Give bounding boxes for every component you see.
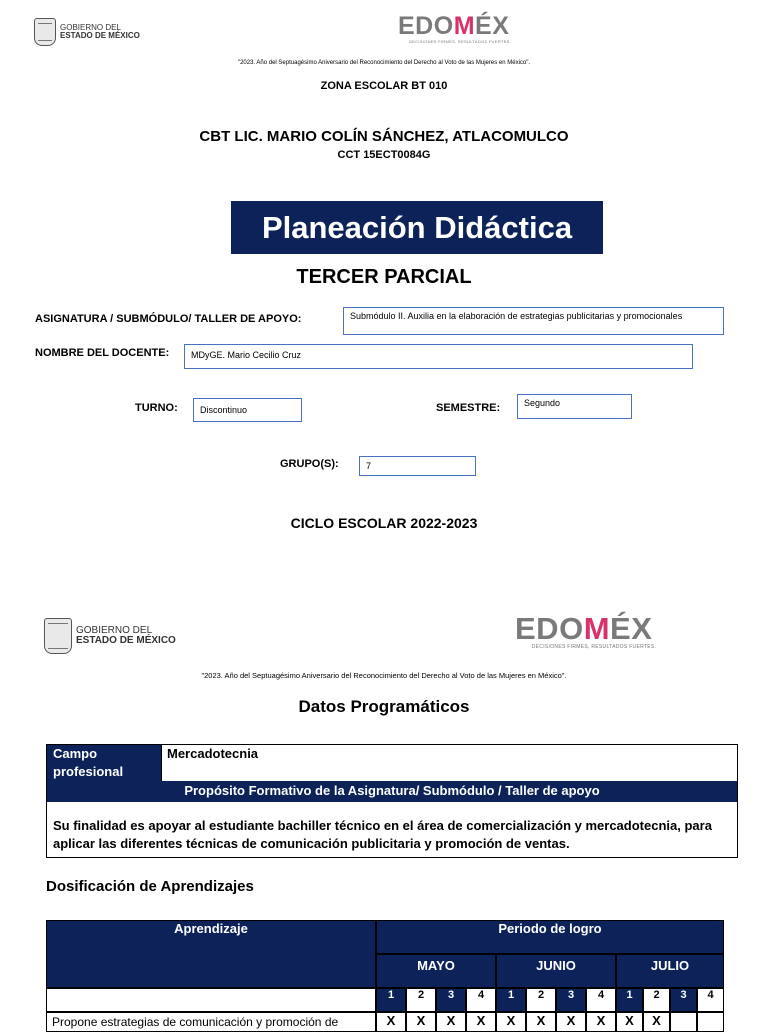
week-cell: 3 xyxy=(556,988,586,1012)
grupo-field[interactable]: 7 xyxy=(359,456,476,476)
month-mayo: MAYO xyxy=(376,954,496,988)
mark-cell: X xyxy=(436,1012,466,1032)
mark-cell: X xyxy=(466,1012,496,1032)
mark-cell: X xyxy=(616,1012,643,1032)
month-junio: JUNIO xyxy=(496,954,616,988)
week-cell: 4 xyxy=(466,988,496,1012)
week-cell: 4 xyxy=(586,988,616,1012)
week-cell: 1 xyxy=(376,988,406,1012)
ciclo-escolar: CICLO ESCOLAR 2022-2023 xyxy=(290,515,478,531)
week-cell: 2 xyxy=(526,988,556,1012)
campo-value: Mercadotecnia xyxy=(161,745,737,781)
week-cell: 3 xyxy=(670,988,697,1012)
gobierno-logo-2 xyxy=(44,618,176,654)
mark-cell: X xyxy=(406,1012,436,1032)
semestre-label: SEMESTRE: xyxy=(436,402,501,414)
gobierno-logo xyxy=(34,18,140,46)
edomex-logo-2: EDOMÉX DECISIONES FIRMES, RESULTADOS FUERTES. xyxy=(515,611,657,650)
turno-label: TURNO: xyxy=(135,402,178,414)
campo-label: Campo profesional xyxy=(47,745,161,781)
dosificacion-table xyxy=(46,920,724,1029)
cct-code: CCT 15ECT0084G xyxy=(337,149,431,161)
datos-heading: Datos Programáticos xyxy=(298,697,470,716)
school-name: CBT LIC. MARIO COLÍN SÁNCHEZ, ATLACOMULCO xyxy=(199,128,569,145)
month-julio: JULIO xyxy=(616,954,724,988)
gov-line2: ESTADO DE MÉXICO xyxy=(60,31,140,40)
coat-of-arms-icon xyxy=(44,618,72,654)
asignatura-field[interactable]: Submódulo II. Auxilia en la elaboración de estrategias publicitarias y promocionales xyxy=(343,307,724,335)
parcial-heading: TERCER PARCIAL xyxy=(296,266,472,288)
grupo-label: GRUPO(S): xyxy=(280,458,339,470)
aprendizaje-row-text: Propone estrategias de comunicación y promoción de xyxy=(46,1012,376,1032)
mark-cell: X xyxy=(376,1012,406,1032)
mark-cell: X xyxy=(556,1012,586,1032)
coat-of-arms-icon xyxy=(34,18,56,46)
docente-field[interactable]: MDyGE. Mario Cecilio Cruz xyxy=(184,344,693,369)
proposito-label: Propósito Formativo de la Asignatura/ Submódulo / Taller de apoyo xyxy=(47,781,737,802)
proposito-text: Su finalidad es apoyar al estudiante bachiller técnico en el área de comercialización y mercadotecnia, para aplicar las diferentes técnicas de comunicación publicitaria y promoción de ventas. xyxy=(53,818,712,851)
motto-text: "2023. Año del Septuagésimo Aniversario del Reconocimiento del Derecho al Voto de las Mujeres en México". xyxy=(237,60,531,66)
mark-cell: X xyxy=(586,1012,616,1032)
col-aprendizaje: Aprendizaje xyxy=(46,920,376,988)
gov-line2: ESTADO DE MÉXICO xyxy=(76,635,176,646)
week-cell: 1 xyxy=(496,988,526,1012)
dosificacion-heading: Dosificación de Aprendizajes xyxy=(46,878,254,895)
week-cell: 1 xyxy=(616,988,643,1012)
empty-cell xyxy=(46,988,376,1012)
datos-table xyxy=(46,744,738,858)
mark-cell xyxy=(670,1012,697,1032)
motto-text-2: "2023. Año del Septuagésimo Aniversario del Reconocimiento del Derecho al Voto de las Mujeres en México". xyxy=(201,671,567,680)
week-cell: 2 xyxy=(643,988,670,1012)
week-cell: 3 xyxy=(436,988,466,1012)
mark-cell xyxy=(697,1012,724,1032)
title-banner xyxy=(231,201,603,254)
mark-cell: X xyxy=(526,1012,556,1032)
turno-field[interactable]: Discontinuo xyxy=(193,398,302,422)
docente-label: NOMBRE DEL DOCENTE: xyxy=(35,347,170,359)
page-title: Planeación Didáctica xyxy=(261,209,573,245)
col-periodo: Periodo de logro xyxy=(376,920,724,954)
mark-cell: X xyxy=(496,1012,526,1032)
mark-cell: X xyxy=(643,1012,670,1032)
gov-line1: GOBIERNO DEL xyxy=(76,624,153,636)
week-cell: 2 xyxy=(406,988,436,1012)
edomex-logo: EDOMÉX DECISIONES FIRMES, RESULTADOS FUERTES. xyxy=(398,12,511,44)
semestre-field[interactable]: Segundo xyxy=(517,394,632,419)
zona-escolar: ZONA ESCOLAR BT 010 xyxy=(320,80,448,92)
gov-line1: GOBIERNO DEL xyxy=(60,22,121,32)
week-cell: 4 xyxy=(697,988,724,1012)
asignatura-label: ASIGNATURA / SUBMÓDULO/ TALLER DE APOYO: xyxy=(35,313,302,325)
